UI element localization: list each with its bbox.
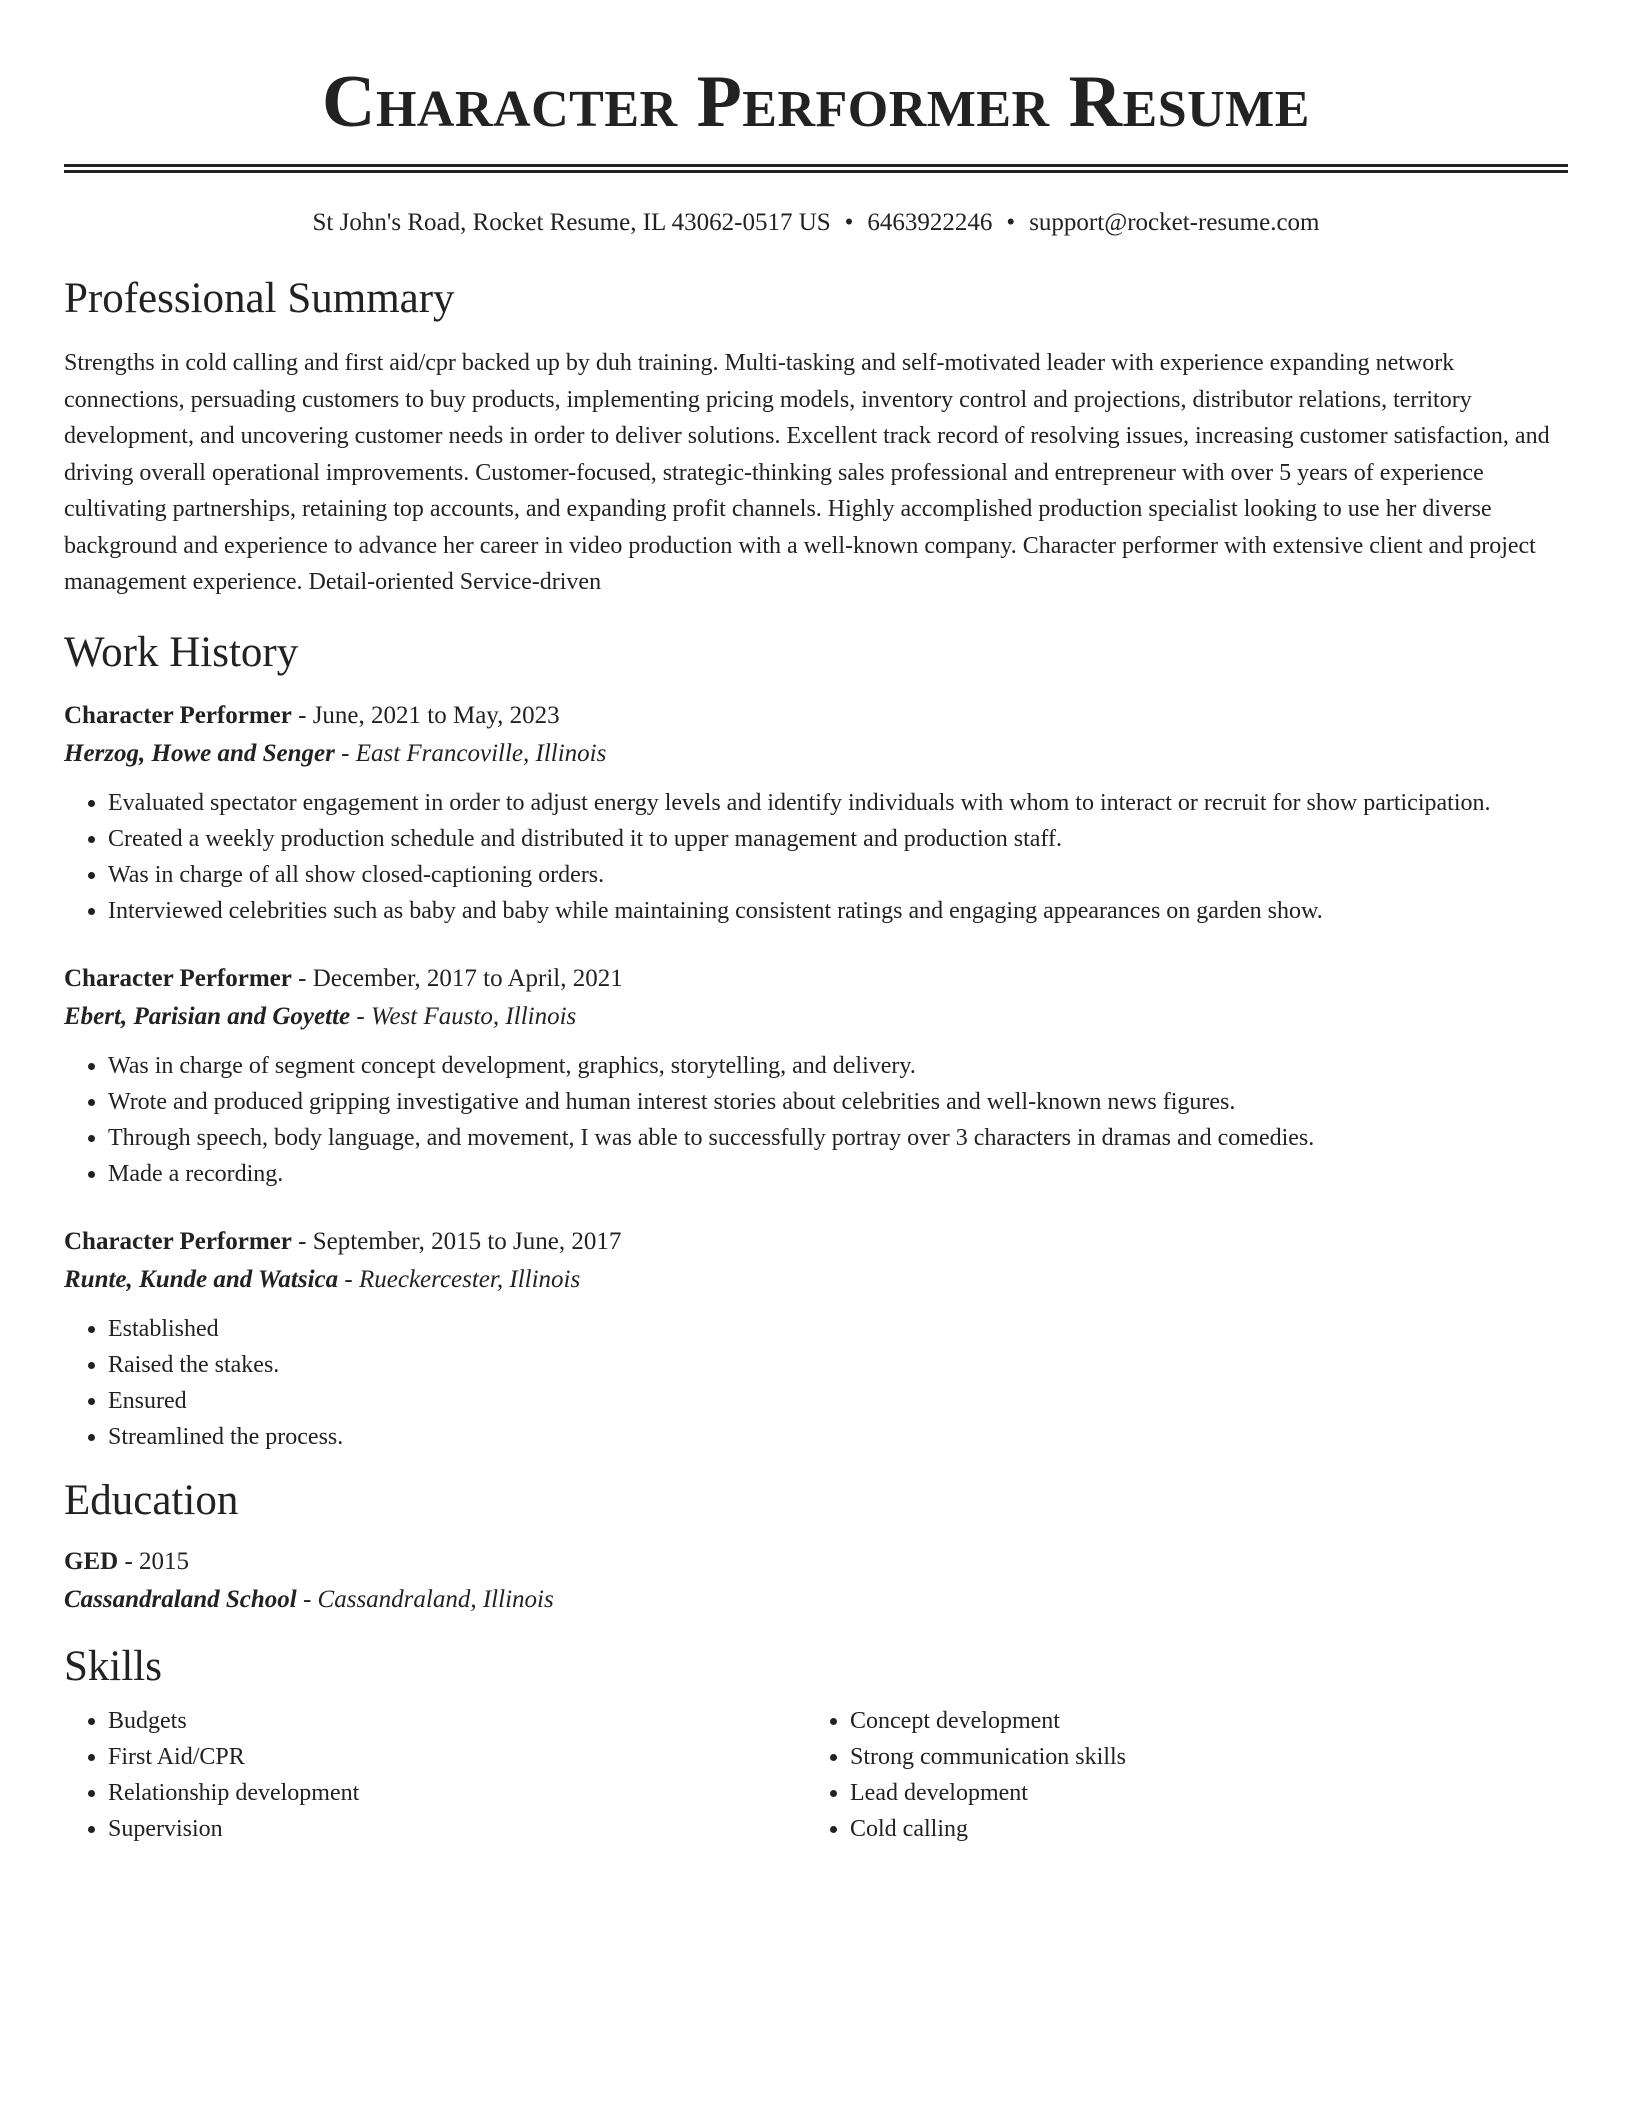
company-line [64,1261,1568,1299]
company-location: West Fausto, Illinois [370,1002,577,1030]
skill-item: • Concept development [850,1703,1548,1739]
contact-email: support@rocket-resume.com [1029,209,1320,236]
job-entry [64,960,1568,1192]
dash-separator: - [296,1585,318,1613]
dash-separator: - [350,1002,371,1030]
job-dates: June, 2021 to May, 2023 [312,701,560,729]
job-entry [64,697,1568,929]
job-title: Character Performer [64,1227,292,1255]
school-location: Cassandraland, Illinois [317,1585,554,1613]
job-entry [64,1223,1568,1455]
skills-list [64,1703,806,1847]
skill-item: • Cold calling [850,1811,1548,1847]
job-bullets [64,1311,1568,1455]
company-name: Herzog, Howe and Senger [64,739,335,767]
dash-separator: - [291,701,313,729]
resume-title: Character Performer Resume [322,61,1310,143]
job-bullet: • Interviewed celebrities such as baby and baby while maintaining consistent ratings and engaging appearances on garden show. [108,893,1568,929]
company-line [64,735,1568,773]
job-bullet: • Created a weekly production schedule and distributed it to upper management and production staff. [108,821,1568,857]
dash-separator: - [118,1547,140,1575]
job-title: Character Performer [64,701,292,729]
job-bullets [64,1048,1568,1192]
dash-separator: - [291,1227,313,1255]
job-title: Character Performer [64,964,292,992]
title-divider [64,164,1568,173]
job-bullet: • Was in charge of all show closed-captioning orders. [108,857,1568,893]
dash-separator: - [291,964,313,992]
skill-item: • Relationship development [108,1775,806,1811]
company-name: Runte, Kunde and Watsica [64,1265,339,1293]
skills-list [806,1703,1548,1847]
contact-address: St John's Road, Rocket Resume, IL 43062-0517 US [312,209,831,236]
contact-line [64,207,1568,239]
skills-grid [64,1703,1568,1847]
job-dates: September, 2015 to June, 2017 [312,1227,622,1255]
skill-item: • Supervision [108,1811,806,1847]
job-bullets [64,785,1568,929]
skill-item: • Lead development [850,1775,1548,1811]
skills-column-right [806,1703,1548,1847]
dash-separator: - [334,739,356,767]
company-name: Ebert, Parisian and Goyette [64,1002,351,1030]
job-title-line [64,697,1568,735]
work-history-heading: Work History [64,628,299,676]
degree-line [64,1543,1568,1581]
skill-item: • Budgets [108,1703,806,1739]
school-name: Cassandraland School [64,1585,297,1613]
education-entry [64,1543,1568,1619]
job-bullet: • Wrote and produced gripping investigative and human interest stories about celebrities and well-known news figures. [108,1084,1568,1120]
summary-heading: Professional Summary [64,275,455,322]
degree-name: GED [64,1547,119,1575]
school-line [64,1581,1568,1619]
job-bullet: • Made a recording. [108,1156,1568,1192]
job-dates: December, 2017 to April, 2021 [312,964,623,992]
skills-column-left [64,1703,806,1847]
job-bullet: • Was in charge of segment concept development, graphics, storytelling, and delivery. [108,1048,1568,1084]
skill-item: • First Aid/CPR [108,1739,806,1775]
dash-separator: - [338,1265,359,1293]
job-bullet: • Raised the stakes. [108,1347,1568,1383]
job-bullet: • Ensured [108,1383,1568,1419]
contact-phone: 6463922246 [867,209,993,236]
company-location: East Francoville, Illinois [355,739,607,767]
job-bullet: • Through speech, body language, and movement, I was able to successfully portray over 3 characters in dramas and comedies. [108,1120,1568,1156]
skill-item: • Strong communication skills [850,1739,1548,1775]
summary-text: Strengths in cold calling and first aid/cpr backed up by duh training. Multi-tasking and self-motivated leader with experience expanding network connections, persuading customers to buy products, implementing pricing models, inventory control and projections, distributor relations, territory development, and uncovering customer needs in order to deliver solutions. Excellent track record of resolving issues, increasing customer satisfaction, and driving overall operational improvements. Customer-focused, strategic-thinking sales professional and entrepreneur with over 5 years of experience cultivating partnerships, retaining top accounts, and expanding profit channels. Highly accomplished production specialist looking to use her diverse background and experience to advance her career in video production with a well-known company. Character performer with extensive client and project management experience. Detail-oriented Service-driven [64,350,1550,595]
job-bullet: • Evaluated spectator engagement in order to adjust energy levels and identify individuals with whom to interact or recruit for show participation. [108,785,1568,821]
contact-separator: • [844,209,854,236]
job-bullet: • Streamlined the process. [108,1419,1568,1455]
education-heading: Education [64,1476,239,1524]
job-title-line [64,1223,1568,1261]
contact-separator: • [1006,209,1016,236]
job-bullet: • Established [108,1311,1568,1347]
degree-year: 2015 [139,1547,190,1575]
company-location: Rueckercester, Illinois [358,1265,581,1293]
company-line [64,998,1568,1036]
skills-heading: Skills [64,1642,162,1690]
job-title-line [64,960,1568,998]
